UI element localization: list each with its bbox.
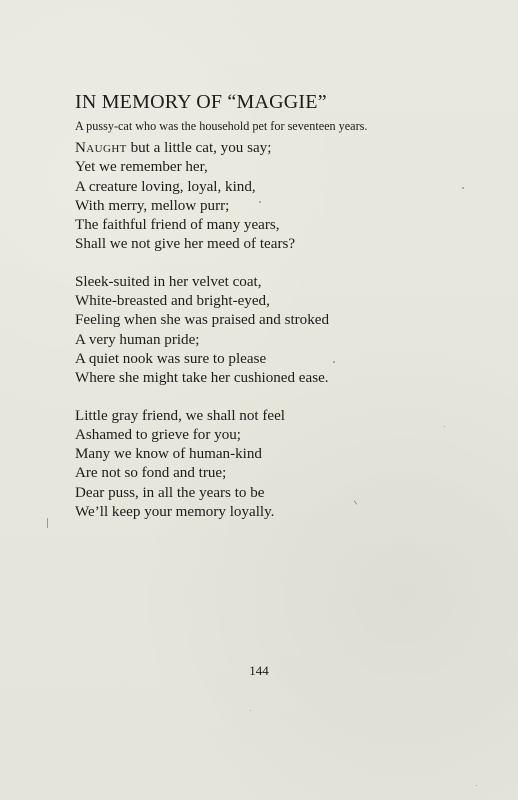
poem-title: IN MEMORY OF “MAGGIE”: [75, 91, 327, 113]
paper-speck: [444, 426, 445, 427]
stanza-2: [75, 273, 405, 389]
poem-line: A creature loving, loyal, kind,: [75, 178, 256, 195]
poem-line: Shall we not give her meed of tears?: [75, 236, 296, 253]
poem-line: A quiet nook was sure to please: [75, 350, 267, 367]
poem-line: Feeling when she was praised and stroked: [75, 312, 330, 329]
page-number: 144: [249, 663, 269, 678]
paper-speck: [47, 518, 48, 528]
poem-line: Ashamed to grieve for you;: [75, 426, 241, 443]
paper-speck: [250, 710, 251, 711]
poem-line: Where she might take her cushioned ease.: [75, 370, 329, 387]
paper-speck: [462, 187, 464, 189]
poem-line: The faithful friend of many years,: [75, 217, 280, 234]
poem-line: Many we know of human-kind: [75, 446, 262, 463]
paper-speck: [476, 785, 477, 786]
poem-line: Little gray friend, we shall not feel: [75, 407, 285, 424]
poem-line-rest: but a little cat, you say;: [126, 140, 272, 156]
poem-line: Dear puss, in all the years to be: [75, 484, 265, 501]
poem-subtitle: A pussy-cat who was the household pet for seventeen years.: [75, 119, 368, 133]
paper-speck: [333, 361, 335, 363]
poem-line: Sleek-suited in her velvet coat,: [75, 273, 262, 290]
poem-body: [75, 139, 405, 540]
poem-first-word: Naught: [75, 140, 127, 156]
poem-line: With merry, mellow purr;: [75, 197, 230, 214]
poem-line: [75, 139, 405, 158]
poem-line: White-breasted and bright-eyed,: [75, 293, 270, 310]
poem-line: A very human pride;: [75, 331, 200, 348]
poem-line: Yet we remember her,: [75, 159, 208, 176]
poem-line: We’ll keep your memory loyally.: [75, 504, 275, 521]
stanza-3: [75, 407, 405, 523]
paper-speck: [259, 201, 261, 203]
stanza-1: [75, 139, 405, 255]
poem-line: Are not so fond and true;: [75, 465, 227, 482]
